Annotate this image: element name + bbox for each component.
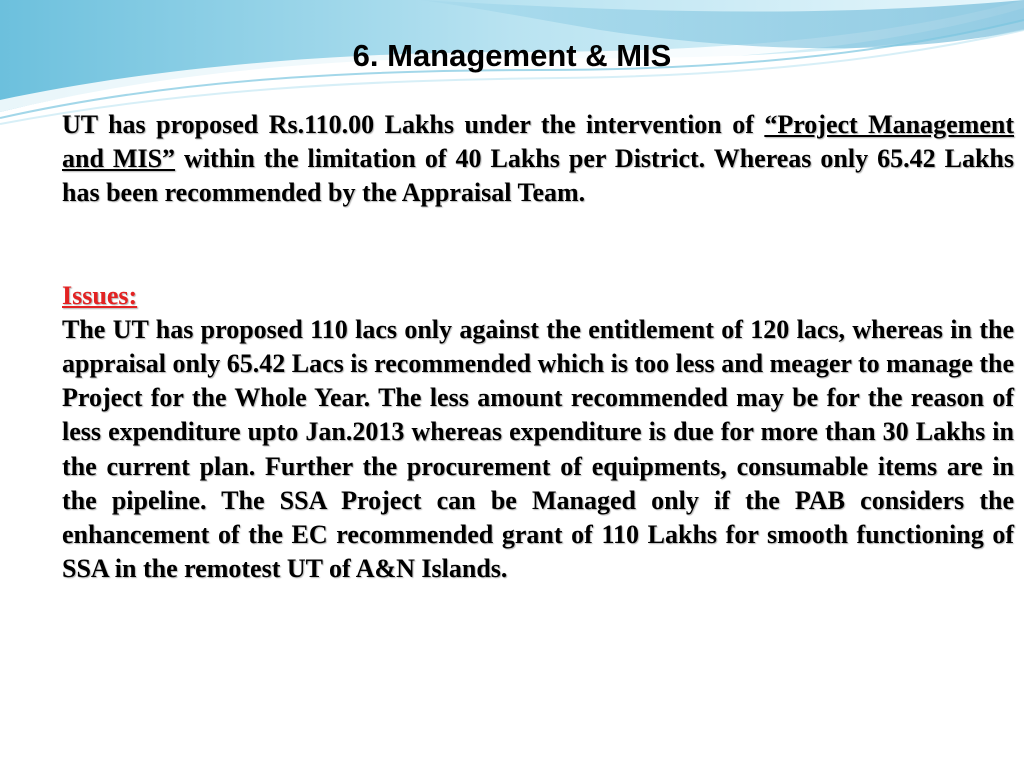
issues-heading: Issues: xyxy=(62,280,138,310)
slide-body xyxy=(62,108,1014,586)
paragraph-spacer xyxy=(62,211,1014,279)
intro-paragraph xyxy=(62,108,1014,211)
intro-text-end: within the limitation of 40 Lakhs per District. Whereas only 65.42 Lakhs has been recommended by the Appraisal Team. xyxy=(62,144,1014,208)
intervention-name: “Project Management and MIS” xyxy=(62,110,1014,174)
issues-paragraph: The UT has proposed 110 lacs only against the entitlement of 120 lacs, whereas in the appraisal only 65.42 Lacs is recommended which is too less and meager to manage the Project for the Whole Year. The less amount recommended may be for the reason of less expenditure upto Jan.2013 whereas expenditure is due for more than 30 Lakhs in the current plan. Further the procurement of equipments, consumable items are in the pipeline. The SSA Project can be Managed only if the PAB considers the enhancement of the EC recommended grant of 110 Lakhs for smooth functioning of SSA in the remotest UT of A&N Islands. xyxy=(62,314,1014,584)
intro-text-start: UT has proposed Rs.110.00 Lakhs under the intervention of xyxy=(62,110,765,139)
issues-heading-line xyxy=(62,279,1014,313)
slide-title: 6. Management & MIS xyxy=(352,38,672,73)
